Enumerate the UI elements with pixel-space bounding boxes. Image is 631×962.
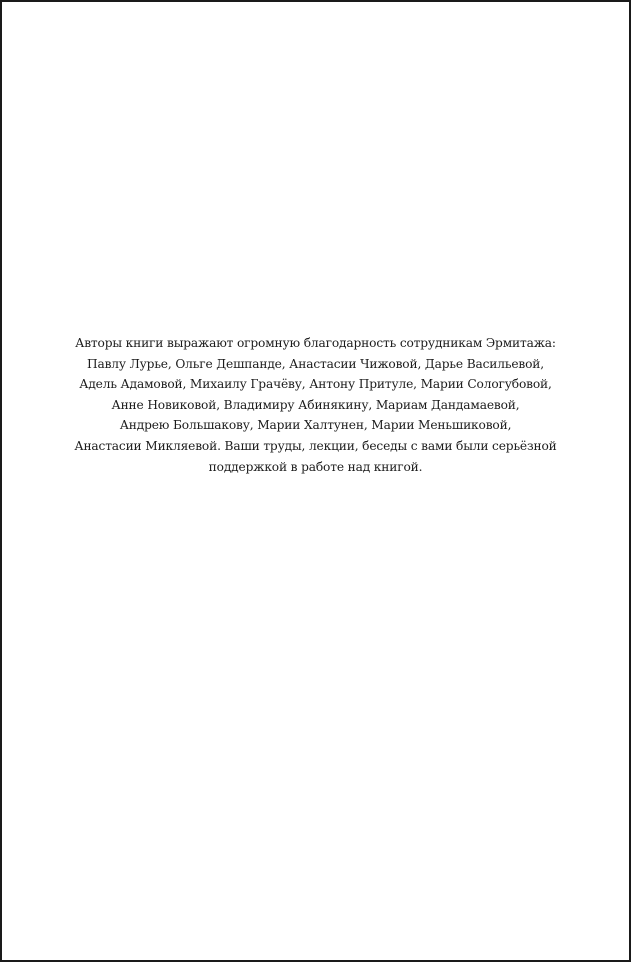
acknowledgements-line: Анастасии Микляевой. Ваши труды, лекции, беседы с вами были серьёзной (74, 438, 557, 453)
acknowledgements-paragraph (42, 333, 589, 477)
acknowledgements-line: Андрею Большакову, Марии Халтунен, Марии Меньшиковой, (119, 418, 512, 433)
acknowledgements-line: Анне Новиковой, Владимиру Абинякину, Мариам Дандамаевой, (111, 397, 520, 412)
acknowledgements-line: Павлу Лурье, Ольге Дешпанде, Анастасии Чижовой, Дарье Васильевой, (86, 356, 545, 371)
acknowledgements-line: Адель Адамовой, Михаилу Грачёву, Антону Притуле, Марии Сологубовой, (79, 377, 552, 392)
acknowledgements-line: Авторы книги выражают огромную благодарность сотрудникам Эрмитажа: (75, 336, 556, 350)
acknowledgements-line: поддержкой в работе над книгой. (208, 459, 423, 474)
